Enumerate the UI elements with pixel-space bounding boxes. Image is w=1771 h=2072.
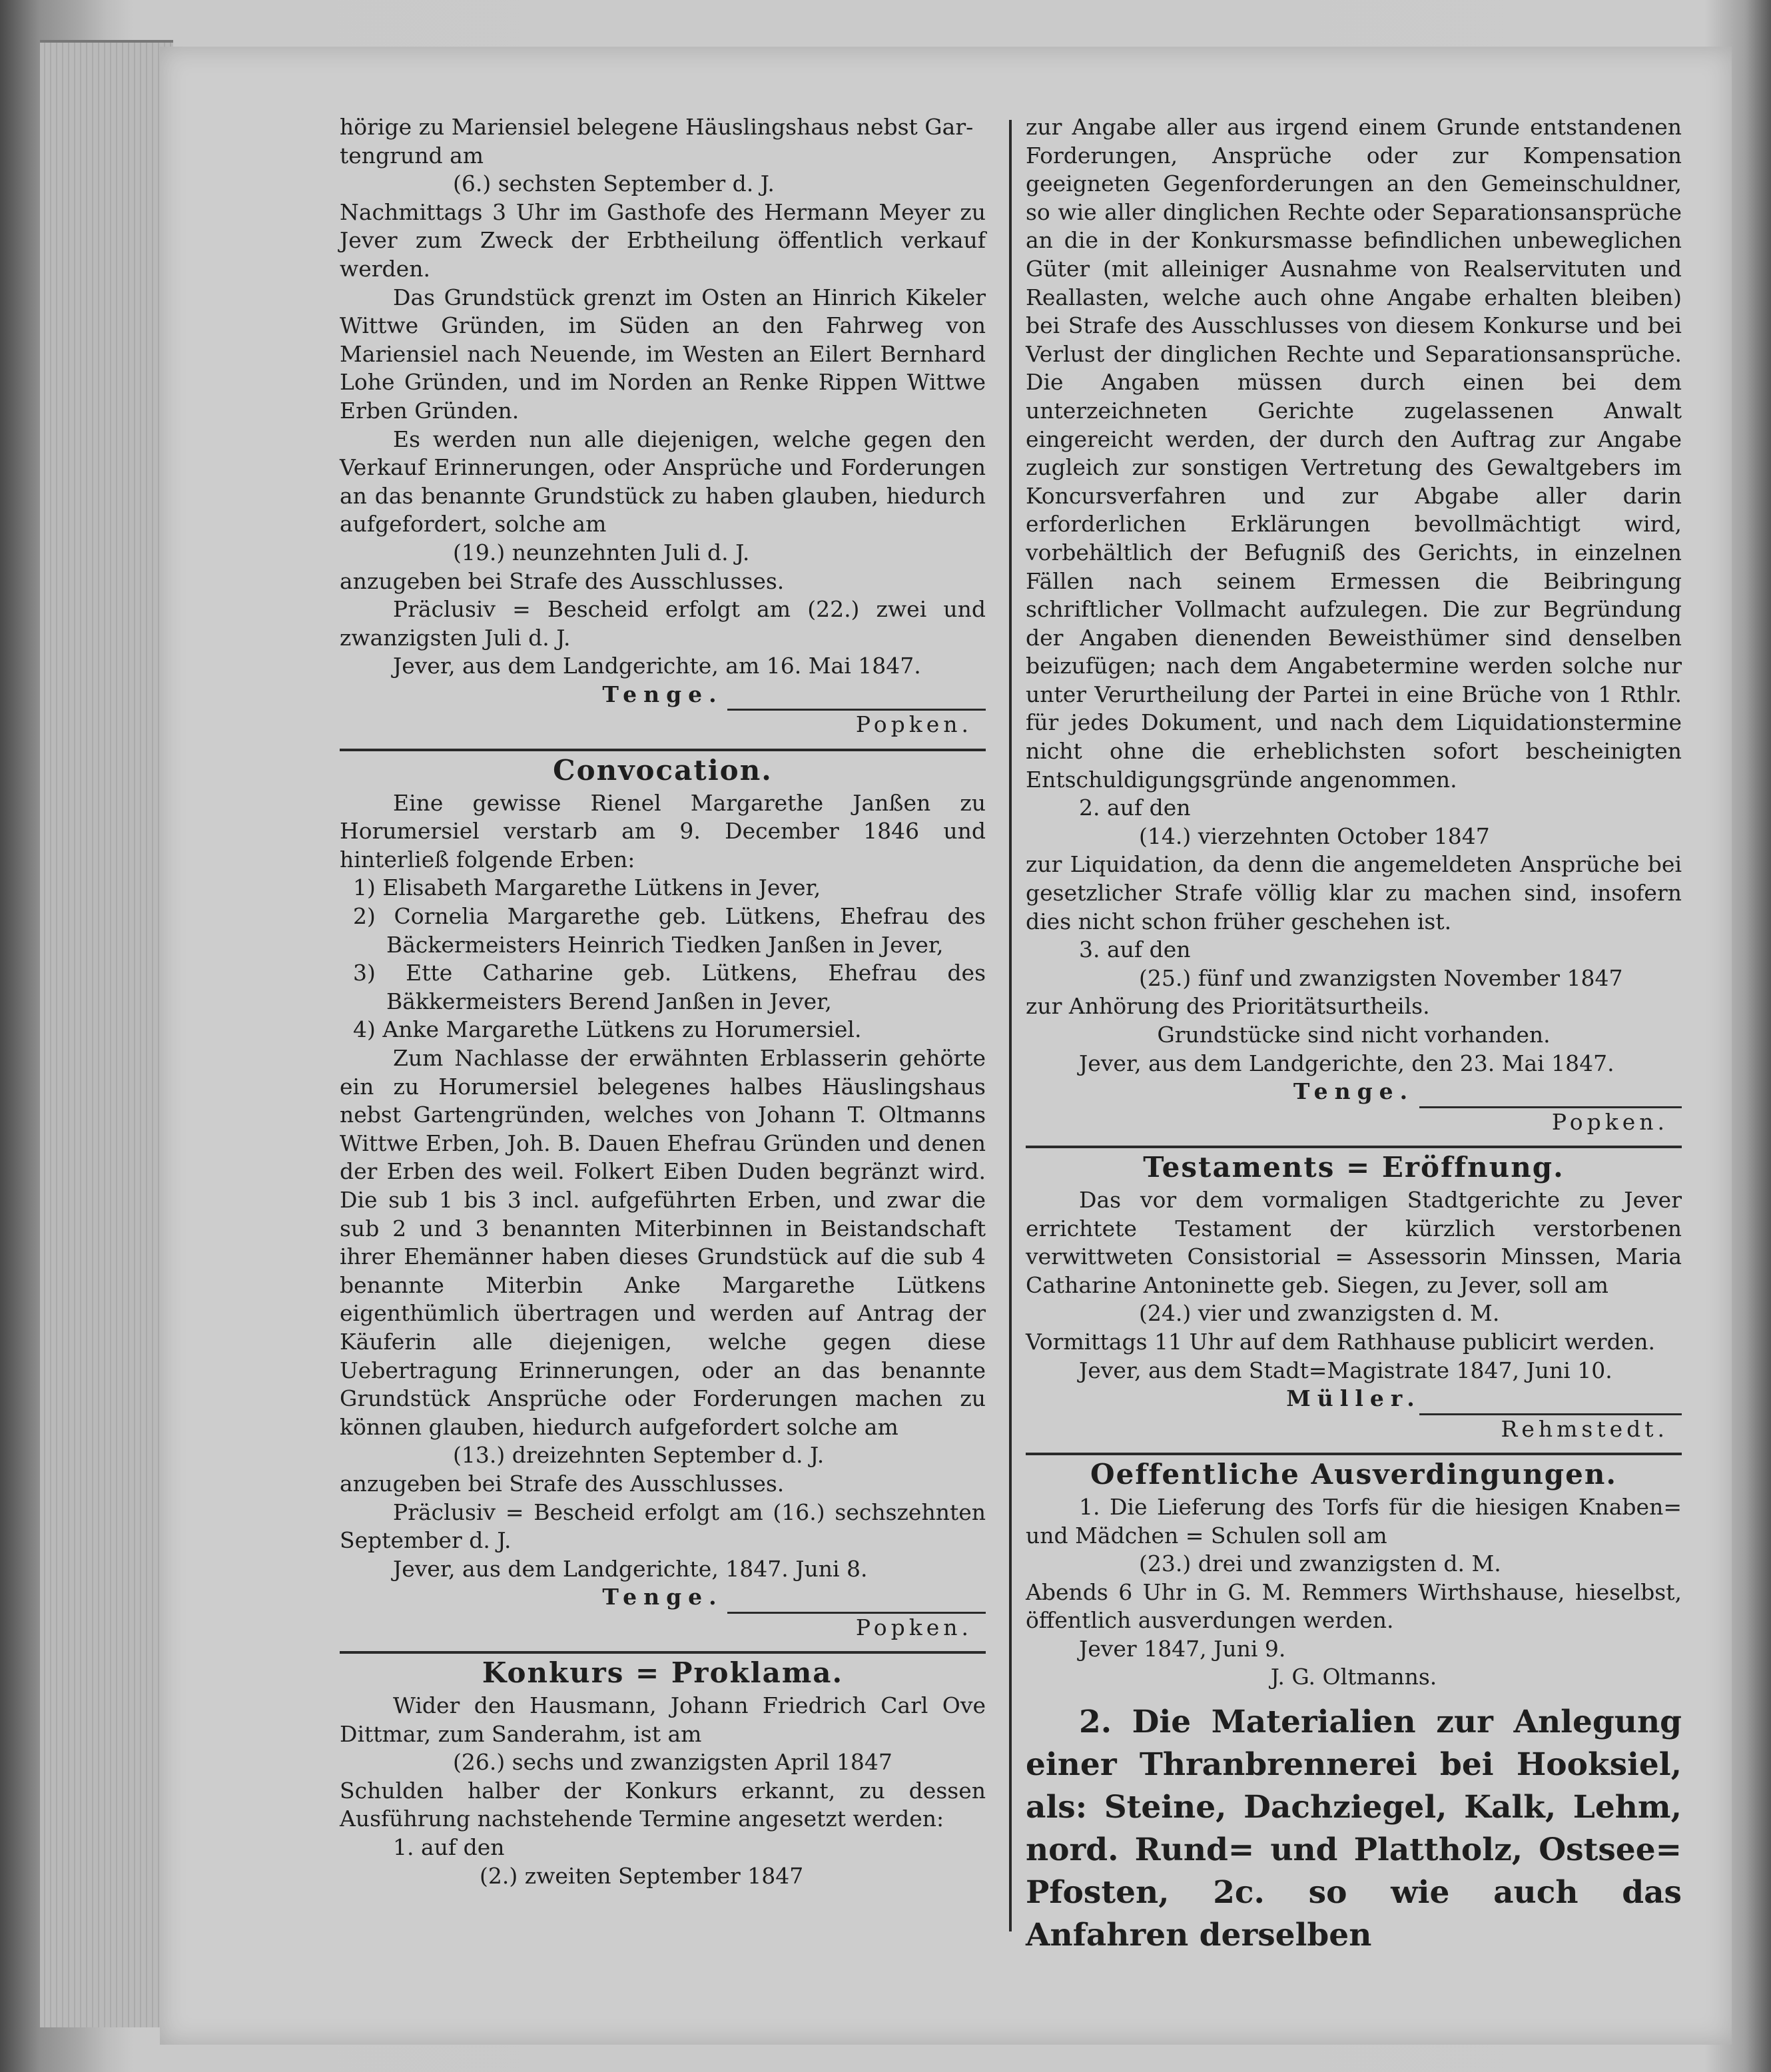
section-rule [1026, 1453, 1682, 1455]
list-item: 2) Cornelia Margarethe geb. Lütkens, Ehefrau des Bäckermeisters Heinrich Tiedken Janßen in Jever, [353, 903, 986, 958]
signature: J. G. Oltmanns. [1270, 1664, 1437, 1690]
date-line: (23.) drei und zwanzigsten d. M. [1139, 1551, 1501, 1577]
place-date: Jever, aus dem Landgerichte, 1847. Juni 8. [393, 1555, 868, 1582]
clerk-signature: Popken. [727, 709, 986, 739]
date-line: (25.) fünf und zwanzigsten November 1847 [1139, 964, 1623, 991]
paragraph: anzugeben bei Strafe des Ausschlusses. [340, 1470, 785, 1497]
date-line: (14.) vierzehnten October 1847 [1139, 823, 1490, 849]
list-item: 3. auf den [1079, 936, 1191, 963]
date-line: (13.) dreizehnten September d. J. [453, 1442, 825, 1469]
date-line: (19.) neunzehnten Juli d. J. [453, 539, 750, 565]
paragraph: Das Grundstück grenzt im Osten an Hinrich Kikeler Wittwe Gründen, im Süden an den Fahrweg von Mariensiel nach Neuende, im Westen an Eilert Bernhard Lohe Gründen, und im Norden an Renke Rippen Wittwe Erben Gründen. [340, 284, 986, 424]
text-line: hörige zu Mariensiel belegene Häuslingshaus nebst Gar- [340, 114, 974, 140]
paragraph: Schulden halber der Konkurs erkannt, zu dessen Ausführung nachstehende Termine angesetzt werden: [340, 1777, 986, 1832]
left-column [340, 113, 986, 1890]
large-notice-text: 2. Die Materialien zur Anlegung einer Thranbrennerei bei Hooksiel, als: Steine, Dachziegel, Kalk, Lehm, nord. Rund= und Plattholz, Ostsee= Pfosten, 2c. so wie auch das Anfahren derselben [1026, 1704, 1682, 1954]
section-rule [340, 749, 986, 751]
date-line: (26.) sechs und zwanzigsten April 1847 [453, 1749, 892, 1776]
section-heading: Oeffentliche Ausverdingungen. [1090, 1458, 1618, 1491]
clerk-signature: Rehmstedt. [1419, 1413, 1682, 1444]
paragraph: Zum Nachlasse der erwähnten Erblasserin gehörte ein zu Horumersiel belegenes halbes Häuslingshaus nebst Gartengründen, welches von Johann T. Oltmanns Wittwe Erben, Joh. B. Dauen Ehefrau Gründen und denen der Erben des weil. Folkert Eiben Duden begränzt wird. Die sub 1 bis 3 incl. aufgeführten Erben, und zwar die sub 2 und 3 benannten Miterbinnen in Beistandschaft ihrer Ehemänner haben dieses Grundstück auf die sub 4 benannte Miterbin Anke Margarethe Lütkens eigenthümlich übertragen und werden auf Antrag der Käuferin alle diejenigen, welche gegen diese Uebertragung Erinnerungen, oder an das benannte Grundstück Ansprüche oder Forderungen machen zu können glauben, hiedurch aufgefordert solche am [340, 1045, 986, 1440]
section-heading: Testaments = Eröffnung. [1143, 1151, 1565, 1184]
paragraph: Präclusiv = Bescheid erfolgt am (22.) zwei und zwanzigsten Juli d. J. [340, 596, 986, 651]
place-date: Jever, aus dem Landgerichte, am 16. Mai 1847. [393, 653, 921, 679]
paragraph: Es werden nun alle diejenigen, welche gegen den Verkauf Erinnerungen, oder Ansprüche und Forderungen an das benannte Grundstück zu haben glauben, hiedurch aufgefordert, solche am [340, 426, 986, 537]
list-item: 2. auf den [1079, 795, 1191, 821]
paragraph: Wider den Hausmann, Johann Friedrich Carl Ove Dittmar, zum Sanderahm, ist am [340, 1692, 986, 1747]
right-column [1026, 113, 1682, 1957]
list-item: 4) Anke Margarethe Lütkens zu Horumersiel. [353, 1016, 862, 1043]
clerk-signature: Popken. [1419, 1106, 1682, 1137]
signature: Tenge. [1293, 1078, 1415, 1105]
list-item: 1) Elisabeth Margarethe Lütkens in Jever, [353, 874, 821, 901]
list-item: 3) Ette Catharine geb. Lütkens, Ehefrau des Bäkkermeisters Berend Janßen in Jever, [353, 960, 986, 1014]
paragraph: Eine gewisse Rienel Margarethe Janßen zu Horumersiel verstarb am 9. December 1846 und hinterließ folgende Erben: [340, 789, 986, 872]
clerk-signature: Popken. [727, 1612, 986, 1642]
place-date: Jever, aus dem Landgerichte, den 23. Mai 1847. [1079, 1050, 1614, 1076]
place-date: Jever, aus dem Stadt=Magistrate 1847, Juni 10. [1079, 1357, 1612, 1383]
signature: Tenge. [602, 1584, 723, 1610]
date-line: (6.) sechsten September d. J. [453, 171, 775, 197]
paragraph: Präclusiv = Bescheid erfolgt am (16.) sechszehnten September d. J. [340, 1499, 986, 1554]
section-heading: Konkurs = Proklama. [482, 1656, 844, 1690]
paragraph: Das vor dem vormaligen Stadtgerichte zu Jever errichtete Testament der kürzlich verstorbenen verwittweten Consistorial = Assessorin Minssen, Maria Catharine Antoninette geb. Siegen, zu Jever, soll am [1026, 1186, 1682, 1298]
paragraph: zur Anhörung des Prioritätsurtheils. [1026, 993, 1430, 1020]
paragraph: anzugeben bei Strafe des Ausschlusses. [340, 567, 785, 594]
paragraph: Abends 6 Uhr in G. M. Remmers Wirthshause, hieselbst, öffentlich ausverdungen werden. [1026, 1578, 1682, 1634]
paragraph: Nachmittags 3 Uhr im Gasthofe des Hermann Meyer zu Jever zum Zweck der Erbtheilung öffentlich verkauf werden. [340, 198, 986, 282]
signature: Müller. [1286, 1385, 1421, 1412]
date-line: (24.) vier und zwanzigsten d. M. [1139, 1300, 1500, 1327]
section-heading: Convocation. [553, 754, 773, 787]
paragraph: Grundstücke sind nicht vorhanden. [1157, 1022, 1551, 1048]
paragraph: zur Angabe aller aus irgend einem Grunde entstandenen Forderungen, Ansprüche oder zur Kompensation geeigneten Gegenforderungen an den Gemeinschuldner, so wie aller dinglichen Rechte oder Separationsansprüche an die in der Konkursmasse befindlichen unbeweglichen Güter (mit alleiniger Ausnahme von Realservituten und Reallasten, welche auch ohne Angabe erhalten bleiben) bei Strafe des Ausschlusses von diesem Konkurse und bei Verlust der dinglichen Rechte und Separationsansprüche. Die Angaben müssen durch einen bei dem unterzeichneten Gerichte zugelassenen Anwalt eingereicht werden, der durch den Auftrag zur Angabe zugleich zur sonstigen Vertretung des Gewaltgebers im Koncursverfahren und zur Abgabe aller darin erforderlichen Erklärungen bevollmächtigt wird, vorbehältlich der Befugniß des Gerichts, in einzelnen Fällen nach seinem Ermessen die Beibringung schriftlicher Vollmacht aufzulegen. Die zur Begründung der Angaben dienenden Beweisthümer sind denselben beizufügen; nach dem Angabetermine werden solche nur unter Verurtheilung der Partei in eine Brüche von 1 Rthlr. für jedes Dokument, und nach dem Liquidationstermine nicht ohne die erheblichsten sofort bescheinigten Entschuldigungsgründe angenommen. [1026, 114, 1682, 793]
paragraph: Vormittags 11 Uhr auf dem Rathhause publicirt werden. [1026, 1328, 1655, 1355]
paragraph: 1. Die Lieferung des Torfs für die hiesigen Knaben= und Mädchen = Schulen soll am [1026, 1493, 1682, 1549]
section-rule [1026, 1146, 1682, 1148]
paragraph: zur Liquidation, da denn die angemeldeten Ansprüche bei gesetzlicher Strafe völlig klar zu machen sind, insofern dies nicht schon früher geschehen ist. [1026, 851, 1682, 934]
date-line: (2.) zweiten September 1847 [480, 1862, 804, 1889]
book-page-edges [40, 40, 173, 2027]
text-line: tengrund am [340, 142, 484, 169]
place-date: Jever 1847, Juni 9. [1079, 1635, 1286, 1662]
list-item: 1. auf den [393, 1834, 505, 1861]
large-notice [1026, 1701, 1682, 1957]
signature: Tenge. [602, 681, 723, 707]
column-divider [1009, 120, 1012, 1931]
section-rule [340, 1651, 986, 1654]
